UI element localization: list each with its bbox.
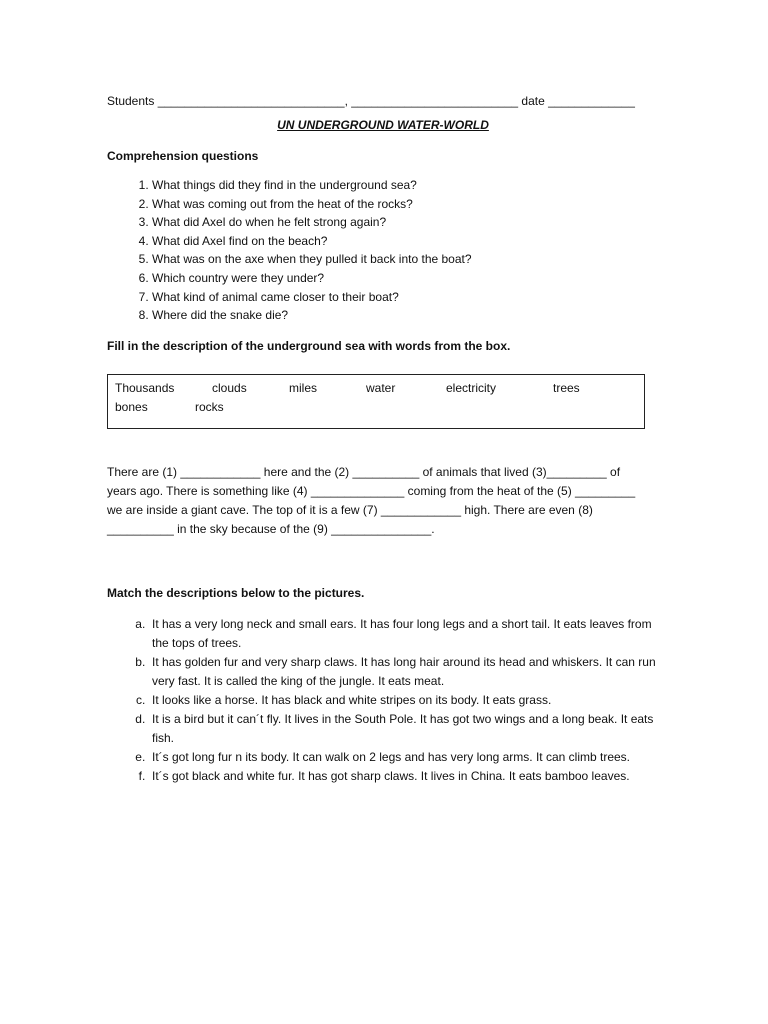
question-item: 3. What did Axel do when he felt strong again? (152, 213, 659, 232)
worksheet-title: UN UNDERGROUND WATER-WORLD (277, 118, 489, 132)
word-box-word: rocks (195, 399, 224, 414)
comprehension-heading: Comprehension questions (107, 149, 259, 163)
question-item: 8. Where did the snake die? (152, 306, 659, 325)
matching-item: c. It looks like a horse. It has black and white stripes on its body. It eats grass. (152, 691, 659, 710)
word-box-word: miles (289, 380, 318, 395)
paragraph-line: __________ in the sky because of the (9) _______________. (107, 521, 435, 536)
students-name-date-line: Students ____________________________, _________________________ date _____________ (107, 94, 635, 108)
question-item: 6. Which country were they under? (152, 269, 659, 288)
question-item: 2. What was coming out from the heat of the rocks? (152, 195, 659, 214)
word-box-row (115, 379, 637, 398)
word-box-word: electricity (446, 380, 497, 395)
word-box-row (115, 398, 637, 417)
matching-description-list (107, 615, 659, 786)
worksheet (107, 86, 659, 786)
word-box (107, 374, 645, 429)
matching-item: f. It´s got black and white fur. It has got sharp claws. It lives in China. It eats bamboo leaves. (152, 767, 659, 786)
question-item: 5. What was on the axe when they pulled it back into the boat? (152, 250, 659, 269)
paragraph-line: we are inside a giant cave. The top of it is a few (7) ____________ high. There are even (8) (107, 502, 593, 517)
question-item: 4. What did Axel find on the beach? (152, 232, 659, 251)
matching-item: d. It is a bird but it can´t fly. It lives in the South Pole. It has got two wings and a long beak. It eats fish. (152, 710, 659, 748)
question-item: 1. What things did they find in the underground sea? (152, 176, 659, 195)
word-box-word: bones (115, 399, 148, 414)
comprehension-question-list (107, 176, 659, 325)
paragraph-line: There are (1) ____________ here and the (2) __________ of animals that lived (3)_________ of (107, 464, 621, 479)
question-item: 7. What kind of animal came closer to their boat? (152, 288, 659, 307)
fill-in-paragraph (107, 463, 659, 539)
word-box-word: water (366, 380, 396, 395)
word-box-word: trees (553, 380, 580, 395)
word-box-word: Thousands (115, 380, 175, 395)
matching-item: b. It has golden fur and very sharp claws. It has long hair around its head and whiskers. It can run very fast. It is called the king of the jungle. It eats meat. (152, 653, 659, 691)
matching-item: a. It has a very long neck and small ears. It has four long legs and a short tail. It eats leaves from the tops of trees. (152, 615, 659, 653)
matching-item: e. It´s got long fur n its body. It can walk on 2 legs and has very long arms. It can climb trees. (152, 748, 659, 767)
paragraph-line: years ago. There is something like (4) ______________ coming from the heat of the (5) _________ (107, 483, 636, 498)
fill-in-heading: Fill in the description of the underground sea with words from the box. (107, 338, 511, 353)
word-box-word: clouds (212, 380, 247, 395)
matching-heading: Match the descriptions below to the pictures. (107, 585, 365, 600)
